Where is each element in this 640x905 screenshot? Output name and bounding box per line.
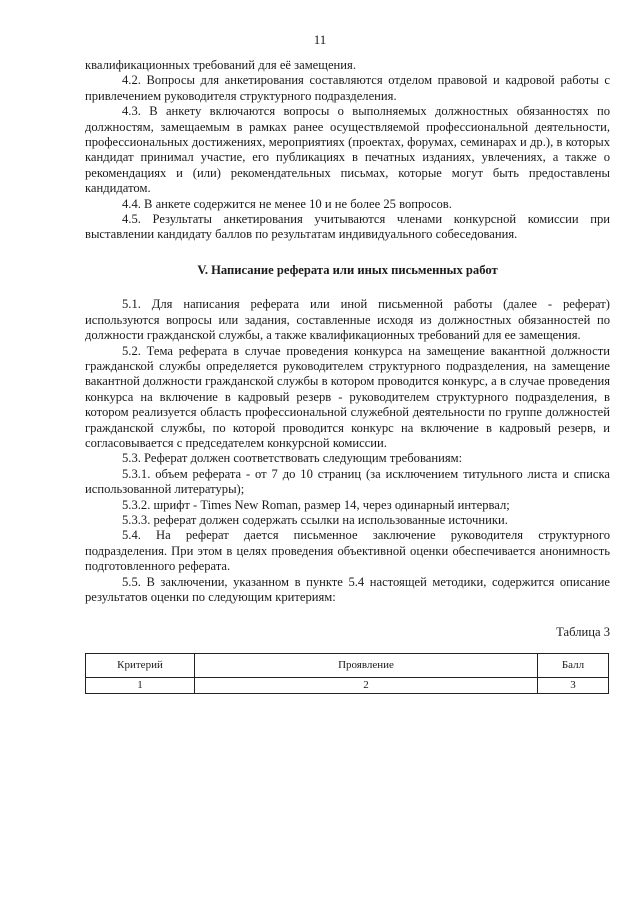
paragraph-5-2: 5.2. Тема реферата в случае проведения конкурса на замещение вакантной должности гражданской службы определяется руководителем структурного подразделения, на замещение вакантной должности гражданской службы в котором проводится конкурс, а в случае проведения конкурса на включение в кадровый резерв - руководителем структурного подразделения, в котором реализуется область профессиональной служебной деятельности по группе должностей гражданской службы, по которой проводится конкурс на включение в кадровый резерв, и согласовывается с председателем конкурсной комиссии. <box>85 343 610 450</box>
paragraph-4-5: 4.5. Результаты анкетирования учитываются членами конкурсной комиссии при выставлении кандидату баллов по результатам индивидуального собеседования. <box>85 212 610 242</box>
paragraph-5-3-3: 5.3.3. реферат должен содержать ссылки на использованные источники. <box>122 512 508 527</box>
column-header-criterion: Критерий <box>86 653 195 677</box>
paragraph-4-2: 4.2. Вопросы для анкетирования составляются отделом правовой и кадровой работы с привлечением руководителя структурного подразделения. <box>85 73 610 103</box>
paragraph-5-3: 5.3. Реферат должен соответствовать следующим требованиям: <box>122 451 463 466</box>
page-number: 11 <box>313 32 327 47</box>
section-heading: V. Написание реферата или иных письменных работ <box>197 262 498 277</box>
paragraph-5-1: 5.1. Для написания реферата или иной письменной работы (далее - реферат) используются вопросы или задания, составленные исходя из должностных обязанностей по должности гражданской службы, а также квалификационных требований для ее замещения. <box>85 297 610 343</box>
table-cell: 3 <box>538 677 609 693</box>
paragraph-4-3: 4.3. В анкету включаются вопросы о выполняемых должностных обязанностях по должностям, замещаемым в рамках ранее осуществляемой профессиональной деятельности, профессиональных достижениях, мероприятиях (проектах, форумах, семинарах и др.), в которых кандидат принимал участие, его публикациях в печатных изданиях, увлечениях, а также о рекомендациях и (или) рекомендательных письмах, которые могут быть предоставлены кандидатом. <box>85 104 610 196</box>
table-header-row <box>86 653 609 677</box>
column-header-manifestation: Проявление <box>195 653 538 677</box>
column-header-score: Балл <box>538 653 609 677</box>
paragraph-5-3-2: 5.3.2. шрифт - Times New Roman, размер 14, через одинарный интервал; <box>122 497 510 512</box>
paragraph-5-3-1: 5.3.1. объем реферата - от 7 до 10 страниц (за исключением титульного листа и списка использованной литературы); <box>85 466 610 497</box>
table-cell: 1 <box>86 677 195 693</box>
paragraph: квалификационных требований для её замещения. <box>85 58 356 72</box>
table-cell: 2 <box>195 677 538 693</box>
document-body <box>85 58 610 694</box>
criteria-table <box>85 653 609 694</box>
paragraph-4-4: 4.4. В анкете содержится не менее 10 и не более 25 вопросов. <box>122 196 452 211</box>
paragraph-5-4: 5.4. На реферат дается письменное заключение руководителя структурного подразделения. При этом в целях проведения объективной оценки обеспечивается анонимность подготовленного реферата. <box>85 528 610 574</box>
table-numbering-row <box>86 677 609 693</box>
paragraph-5-5: 5.5. В заключении, указанном в пункте 5.4 настоящей методики, содержится описание результатов оценки по следующим критериям: <box>85 574 610 604</box>
table-caption: Таблица 3 <box>556 625 610 640</box>
